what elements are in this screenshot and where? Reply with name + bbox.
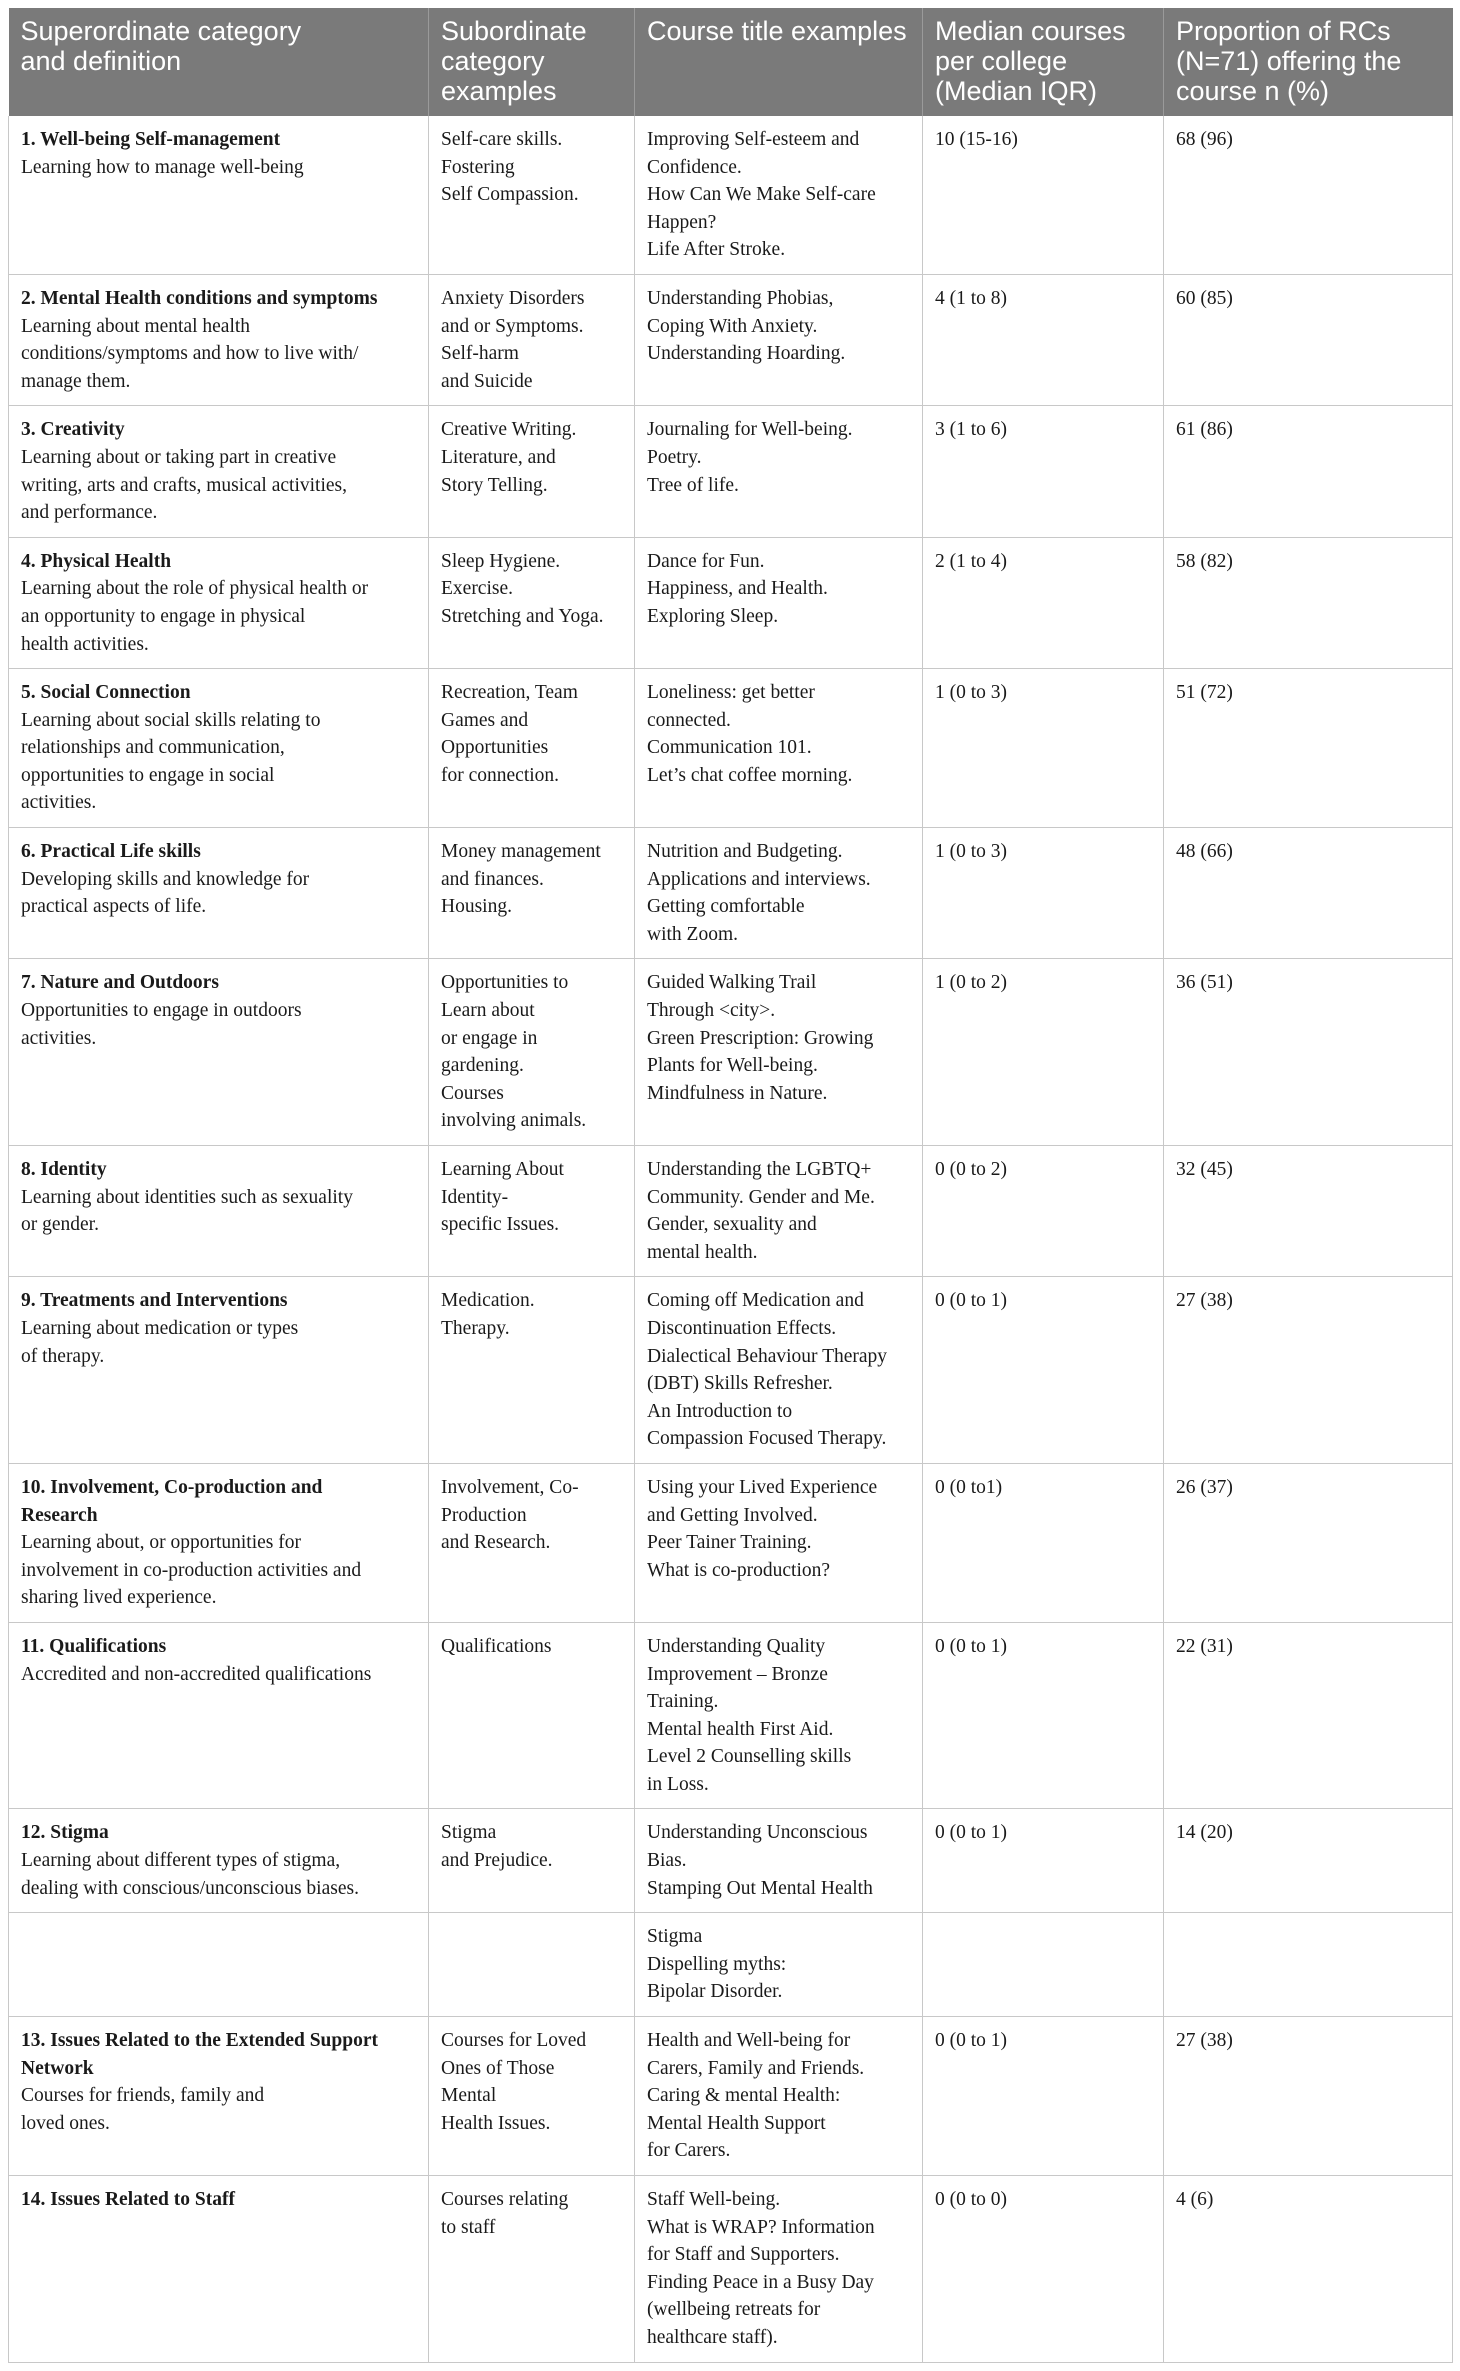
category-title: 9. Treatments and Interventions bbox=[21, 1290, 288, 1312]
course-titles-cell bbox=[635, 2017, 923, 2176]
course-title-example: Mental Health Support bbox=[647, 2112, 826, 2134]
category-definition: Learning about different types of stigma, bbox=[21, 1850, 341, 1872]
course-title-example: Bias. bbox=[647, 1850, 687, 1872]
category-definition: Accredited and non-accredited qualifications bbox=[21, 1663, 372, 1685]
proportion-cell bbox=[1164, 406, 1453, 537]
header-line: category bbox=[441, 46, 545, 76]
category-definition: Learning about mental health bbox=[21, 315, 251, 337]
proportion-value: 68 (96) bbox=[1176, 129, 1233, 150]
course-title-example: How Can We Make Self-care bbox=[647, 184, 876, 206]
course-titles-cell bbox=[635, 1146, 923, 1277]
category-cell bbox=[9, 1463, 429, 1622]
proportion-value: 26 (37) bbox=[1176, 1476, 1233, 1498]
subordinate-cell bbox=[429, 1277, 635, 1464]
subordinate-example: Learning About bbox=[441, 1159, 564, 1180]
category-definition: practical aspects of life. bbox=[21, 896, 207, 918]
course-title-example: Dance for Fun. bbox=[647, 550, 765, 572]
course-title-example: Applications and interviews. bbox=[647, 868, 871, 890]
median-cell bbox=[923, 2017, 1164, 2176]
proportion-value: 14 (20) bbox=[1176, 1822, 1233, 1844]
category-title: 3. Creativity bbox=[21, 419, 125, 441]
category-cell bbox=[9, 828, 429, 959]
subordinate-example: Recreation, Team bbox=[441, 682, 578, 704]
subordinate-example: gardening. bbox=[441, 1055, 524, 1077]
median-cell bbox=[923, 1622, 1164, 1809]
category-cell bbox=[9, 2017, 429, 2176]
category-title: Network bbox=[21, 2057, 94, 2079]
course-title-example: and Getting Involved. bbox=[647, 1504, 818, 1526]
category-title: 4. Physical Health bbox=[21, 550, 172, 572]
proportion-cell bbox=[1164, 1146, 1453, 1277]
proportion-value: 58 (82) bbox=[1176, 550, 1233, 572]
category-title: 12. Stigma bbox=[21, 1822, 109, 1844]
table-row bbox=[9, 116, 1453, 274]
table-body bbox=[9, 116, 1453, 2362]
category-cell bbox=[9, 669, 429, 828]
category-definition: or gender. bbox=[21, 1214, 99, 1236]
subordinate-example: Stretching and Yoga. bbox=[441, 605, 604, 627]
course-title-example: Plants for Well-being. bbox=[647, 1055, 818, 1077]
subordinate-example: for connection. bbox=[441, 764, 560, 786]
table-row bbox=[9, 1622, 1453, 1809]
course-titles-cell bbox=[635, 1913, 923, 2017]
header-proportion bbox=[1164, 8, 1453, 116]
category-definition: manage them. bbox=[21, 370, 131, 392]
category-title: 10. Involvement, Co-production and bbox=[21, 1476, 323, 1498]
median-value: 1 (0 to 2) bbox=[935, 972, 1008, 994]
median-value: 4 (1 to 8) bbox=[935, 287, 1008, 309]
category-definition: sharing lived experience. bbox=[21, 1587, 217, 1609]
course-title-example: Mental health First Aid. bbox=[647, 1718, 834, 1740]
category-definition: dealing with conscious/unconscious biases. bbox=[21, 1877, 359, 1899]
subordinate-example: Sleep Hygiene. bbox=[441, 550, 561, 572]
header-superordinate bbox=[9, 8, 429, 116]
subordinate-cell bbox=[429, 828, 635, 959]
course-title-example: Communication 101. bbox=[647, 737, 812, 759]
median-value: 0 (0 to 1) bbox=[935, 2030, 1008, 2052]
subordinate-example: Creative Writing. bbox=[441, 419, 577, 441]
course-titles-cell bbox=[635, 959, 923, 1146]
course-titles-cell bbox=[635, 1809, 923, 1913]
header-course-titles bbox=[635, 8, 923, 116]
course-title-example: connected. bbox=[647, 709, 731, 731]
subordinate-example: Learn about bbox=[441, 1000, 535, 1022]
median-value: 0 (0 to 2) bbox=[935, 1159, 1008, 1180]
course-title-example: Understanding Quality bbox=[647, 1635, 826, 1657]
subordinate-example: or engage in bbox=[441, 1027, 538, 1049]
subordinate-cell bbox=[429, 2017, 635, 2176]
header-line: (Median IQR) bbox=[935, 76, 1098, 106]
median-value: 0 (0 to 1) bbox=[935, 1635, 1008, 1657]
subordinate-example: Mental bbox=[441, 2085, 497, 2107]
proportion-cell bbox=[1164, 2176, 1453, 2363]
category-title: 5. Social Connection bbox=[21, 682, 191, 704]
course-title-example: Using your Lived Experience bbox=[647, 1476, 878, 1498]
category-title: 11. Qualifications bbox=[21, 1635, 167, 1657]
course-title-example: Level 2 Counselling skills bbox=[647, 1746, 852, 1768]
course-title-example: Health and Well-being for bbox=[647, 2030, 851, 2052]
course-titles-cell bbox=[635, 1277, 923, 1464]
subordinate-cell bbox=[429, 406, 635, 537]
category-definition: loved ones. bbox=[21, 2112, 110, 2134]
table-row bbox=[9, 2176, 1453, 2363]
category-cell bbox=[9, 959, 429, 1146]
subordinate-example: Production bbox=[441, 1504, 527, 1526]
category-definition: health activities. bbox=[21, 633, 149, 655]
proportion-value: 61 (86) bbox=[1176, 419, 1233, 441]
median-cell bbox=[923, 1146, 1164, 1277]
proportion-cell bbox=[1164, 959, 1453, 1146]
category-definition: an opportunity to engage in physical bbox=[21, 605, 306, 627]
course-title-example: Dialectical Behaviour Therapy bbox=[647, 1345, 888, 1367]
category-definition: Courses for friends, family and bbox=[21, 2085, 265, 2107]
course-title-example: mental health. bbox=[647, 1241, 758, 1263]
course-title-example: Peer Tainer Training. bbox=[647, 1532, 812, 1554]
course-titles-cell bbox=[635, 669, 923, 828]
subordinate-cell bbox=[429, 537, 635, 668]
subordinate-example: Self-care skills. bbox=[441, 129, 563, 150]
course-title-example: Improvement – Bronze bbox=[647, 1663, 828, 1685]
course-title-example: Discontinuation Effects. bbox=[647, 1317, 837, 1339]
course-title-example: Exploring Sleep. bbox=[647, 605, 779, 627]
subordinate-cell bbox=[429, 2176, 635, 2363]
category-title: Research bbox=[21, 1504, 98, 1526]
table-row bbox=[9, 1913, 1453, 2017]
median-value: 3 (1 to 6) bbox=[935, 419, 1008, 441]
proportion-cell bbox=[1164, 1463, 1453, 1622]
course-title-example: (DBT) Skills Refresher. bbox=[647, 1373, 833, 1395]
proportion-cell bbox=[1164, 1913, 1453, 2017]
median-cell bbox=[923, 537, 1164, 668]
category-definition: Learning about medication or types bbox=[21, 1317, 299, 1339]
header-line: (N=71) offering the bbox=[1176, 46, 1402, 76]
course-title-example: Nutrition and Budgeting. bbox=[647, 841, 843, 863]
table-row bbox=[9, 1809, 1453, 1913]
course-title-example: Stamping Out Mental Health bbox=[647, 1877, 873, 1899]
subordinate-cell bbox=[429, 959, 635, 1146]
course-title-example: Finding Peace in a Busy Day bbox=[647, 2271, 874, 2293]
category-definition: conditions/symptoms and how to live with/ bbox=[21, 343, 359, 365]
course-title-example: Bipolar Disorder. bbox=[647, 1981, 783, 2003]
table-row bbox=[9, 1277, 1453, 1464]
subordinate-example: Ones of Those bbox=[441, 2057, 555, 2079]
category-title: 14. Issues Related to Staff bbox=[21, 2189, 235, 2210]
median-value: 0 (0 to 0) bbox=[935, 2189, 1008, 2210]
course-title-example: Through <city>. bbox=[647, 1000, 776, 1022]
course-title-example: for Carers. bbox=[647, 2140, 731, 2162]
course-titles-cell bbox=[635, 116, 923, 274]
category-cell bbox=[9, 1277, 429, 1464]
proportion-cell bbox=[1164, 2017, 1453, 2176]
course-title-example: Caring & mental Health: bbox=[647, 2085, 841, 2107]
course-titles-cell bbox=[635, 274, 923, 405]
course-title-example: Compassion Focused Therapy. bbox=[647, 1428, 887, 1450]
header-line: examples bbox=[441, 76, 557, 106]
median-cell bbox=[923, 116, 1164, 274]
category-cell bbox=[9, 406, 429, 537]
course-title-example: Understanding Hoarding. bbox=[647, 343, 846, 365]
subordinate-example: Opportunities to bbox=[441, 972, 569, 994]
course-titles-cell bbox=[635, 537, 923, 668]
course-title-example: Mindfulness in Nature. bbox=[647, 1082, 828, 1104]
table-row bbox=[9, 537, 1453, 668]
course-title-example: Tree of life. bbox=[647, 474, 739, 496]
subordinate-example: Courses bbox=[441, 1082, 504, 1104]
median-cell bbox=[923, 1913, 1164, 2017]
course-titles-cell bbox=[635, 406, 923, 537]
header-median bbox=[923, 8, 1164, 116]
course-title-example: Journaling for Well-being. bbox=[647, 419, 853, 441]
proportion-value: 51 (72) bbox=[1176, 682, 1233, 704]
course-title-example: Loneliness: get better bbox=[647, 682, 815, 704]
header-line: Subordinate bbox=[441, 16, 587, 46]
course-title-example: Coping With Anxiety. bbox=[647, 315, 818, 337]
subordinate-example: specific Issues. bbox=[441, 1214, 560, 1236]
header-row bbox=[9, 8, 1453, 116]
course-title-example: Staff Well-being. bbox=[647, 2189, 781, 2210]
course-title-example: Community. Gender and Me. bbox=[647, 1186, 875, 1208]
proportion-value: 27 (38) bbox=[1176, 2030, 1233, 2052]
subordinate-example: to staff bbox=[441, 2216, 496, 2238]
course-title-example: Gender, sexuality and bbox=[647, 1214, 817, 1236]
course-title-example: Happen? bbox=[647, 211, 717, 233]
subordinate-example: Fostering bbox=[441, 156, 515, 178]
category-title: 1. Well-being Self-management bbox=[21, 129, 281, 150]
proportion-cell bbox=[1164, 1277, 1453, 1464]
median-cell bbox=[923, 959, 1164, 1146]
proportion-value: 4 (6) bbox=[1176, 2189, 1214, 2210]
table-row bbox=[9, 1146, 1453, 1277]
category-definition: Developing skills and knowledge for bbox=[21, 868, 310, 890]
header-line: Superordinate category bbox=[20, 16, 302, 46]
proportion-cell bbox=[1164, 1622, 1453, 1809]
course-titles-cell bbox=[635, 2176, 923, 2363]
median-value: 1 (0 to 3) bbox=[935, 841, 1008, 863]
course-title-example: Improving Self-esteem and bbox=[647, 129, 860, 150]
category-definition: Opportunities to engage in outdoors bbox=[21, 1000, 302, 1022]
category-title: 13. Issues Related to the Extended Support bbox=[21, 2030, 378, 2052]
table-row bbox=[9, 1463, 1453, 1622]
category-title: 7. Nature and Outdoors bbox=[21, 972, 219, 994]
category-cell bbox=[9, 1622, 429, 1809]
subordinate-cell bbox=[429, 274, 635, 405]
category-definition: activities. bbox=[21, 1027, 97, 1049]
subordinate-example: involving animals. bbox=[441, 1110, 587, 1132]
category-cell bbox=[9, 2176, 429, 2363]
category-title: 8. Identity bbox=[21, 1159, 107, 1180]
subordinate-example: and Research. bbox=[441, 1532, 551, 1554]
subordinate-example: Literature, and bbox=[441, 446, 556, 468]
course-title-example: Happiness, and Health. bbox=[647, 578, 828, 600]
subordinate-cell bbox=[429, 1809, 635, 1913]
course-title-example: with Zoom. bbox=[647, 923, 738, 945]
table-row bbox=[9, 406, 1453, 537]
subordinate-example: Therapy. bbox=[441, 1317, 510, 1339]
course-title-example: Understanding Unconscious bbox=[647, 1822, 868, 1844]
median-value: 10 (15-16) bbox=[935, 129, 1018, 150]
subordinate-cell bbox=[429, 669, 635, 828]
category-cell bbox=[9, 1913, 429, 2017]
course-title-example: Guided Walking Trail bbox=[647, 972, 817, 994]
subordinate-example: Courses relating bbox=[441, 2189, 569, 2210]
median-value: 1 (0 to 3) bbox=[935, 682, 1008, 704]
proportion-value: 22 (31) bbox=[1176, 1635, 1233, 1657]
course-title-example: An Introduction to bbox=[647, 1400, 793, 1422]
table-row bbox=[9, 2017, 1453, 2176]
median-cell bbox=[923, 2176, 1164, 2363]
subordinate-example: Opportunities bbox=[441, 737, 549, 759]
category-definition: involvement in co-production activities and bbox=[21, 1559, 362, 1581]
category-cell bbox=[9, 116, 429, 274]
course-title-example: Coming off Medication and bbox=[647, 1290, 864, 1312]
header-line: Proportion of RCs bbox=[1176, 16, 1391, 46]
table-row bbox=[9, 274, 1453, 405]
subordinate-example: Medication. bbox=[441, 1290, 535, 1312]
subordinate-cell bbox=[429, 1463, 635, 1622]
header-line: and definition bbox=[20, 46, 182, 76]
course-title-example: Stigma bbox=[647, 1926, 703, 1948]
category-definition: Learning about identities such as sexuality bbox=[21, 1186, 353, 1208]
category-cell bbox=[9, 1809, 429, 1913]
subordinate-cell bbox=[429, 116, 635, 274]
category-cell bbox=[9, 274, 429, 405]
header-line: per college bbox=[935, 46, 1068, 76]
subordinate-example: Health Issues. bbox=[441, 2112, 551, 2134]
course-title-example: Carers, Family and Friends. bbox=[647, 2057, 865, 2079]
category-cell bbox=[9, 537, 429, 668]
course-title-example: in Loss. bbox=[647, 1773, 709, 1795]
course-category-table bbox=[8, 8, 1453, 2363]
header-line: Course title examples bbox=[647, 16, 907, 46]
course-title-example: Confidence. bbox=[647, 156, 742, 178]
proportion-cell bbox=[1164, 669, 1453, 828]
category-definition: Learning about or taking part in creative bbox=[21, 446, 337, 468]
subordinate-example: Money management bbox=[441, 841, 601, 863]
proportion-value: 32 (45) bbox=[1176, 1159, 1233, 1180]
category-definition: Learning about, or opportunities for bbox=[21, 1532, 301, 1554]
subordinate-example: Story Telling. bbox=[441, 474, 548, 496]
category-definition: of therapy. bbox=[21, 1345, 105, 1367]
category-definition: writing, arts and crafts, musical activities, bbox=[21, 474, 347, 496]
subordinate-example: Self Compassion. bbox=[441, 184, 579, 206]
category-definition: Learning about social skills relating to bbox=[21, 709, 321, 731]
proportion-cell bbox=[1164, 537, 1453, 668]
median-cell bbox=[923, 1463, 1164, 1622]
median-cell bbox=[923, 1809, 1164, 1913]
subordinate-example: Stigma bbox=[441, 1822, 497, 1844]
subordinate-example: Self-harm bbox=[441, 343, 519, 365]
proportion-cell bbox=[1164, 1809, 1453, 1913]
course-title-example: Understanding the LGBTQ+ bbox=[647, 1159, 872, 1180]
median-cell bbox=[923, 274, 1164, 405]
category-definition: activities. bbox=[21, 792, 97, 814]
category-title: 2. Mental Health conditions and symptoms bbox=[21, 287, 378, 309]
course-title-example: Green Prescription: Growing bbox=[647, 1027, 874, 1049]
proportion-value: 48 (66) bbox=[1176, 841, 1233, 863]
median-value: 0 (0 to1) bbox=[935, 1476, 1003, 1498]
course-title-example: Training. bbox=[647, 1691, 719, 1713]
header-line: Median courses bbox=[935, 16, 1126, 46]
course-title-example: Understanding Phobias, bbox=[647, 287, 834, 309]
table-container bbox=[8, 8, 1452, 2363]
proportion-cell bbox=[1164, 828, 1453, 959]
course-title-example: Dispelling myths: bbox=[647, 1953, 787, 1975]
course-title-example: Life After Stroke. bbox=[647, 239, 786, 261]
category-cell bbox=[9, 1146, 429, 1277]
header-line: course n (%) bbox=[1176, 76, 1330, 106]
category-definition: Learning how to manage well-being bbox=[21, 156, 304, 178]
subordinate-cell bbox=[429, 1622, 635, 1809]
course-title-example: What is WRAP? Information bbox=[647, 2216, 875, 2238]
course-title-example: Poetry. bbox=[647, 446, 702, 468]
median-cell bbox=[923, 828, 1164, 959]
category-definition: Learning about the role of physical health or bbox=[21, 578, 369, 600]
subordinate-example: Exercise. bbox=[441, 578, 514, 600]
course-title-example: for Staff and Supporters. bbox=[647, 2244, 840, 2266]
subordinate-example: Qualifications bbox=[441, 1635, 552, 1657]
table-row bbox=[9, 828, 1453, 959]
course-titles-cell bbox=[635, 1622, 923, 1809]
median-cell bbox=[923, 406, 1164, 537]
subordinate-example: Housing. bbox=[441, 896, 512, 918]
course-title-example: (wellbeing retreats for bbox=[647, 2299, 821, 2321]
subordinate-example: Games and bbox=[441, 709, 529, 731]
category-definition: and performance. bbox=[21, 502, 158, 524]
course-title-example: Getting comfortable bbox=[647, 896, 805, 918]
median-cell bbox=[923, 669, 1164, 828]
subordinate-cell bbox=[429, 1913, 635, 2017]
subordinate-example: Involvement, Co- bbox=[441, 1476, 579, 1498]
subordinate-example: and finances. bbox=[441, 868, 544, 890]
subordinate-example: and or Symptoms. bbox=[441, 315, 584, 337]
median-value: 0 (0 to 1) bbox=[935, 1290, 1008, 1312]
subordinate-example: and Prejudice. bbox=[441, 1850, 553, 1872]
subordinate-example: Identity- bbox=[441, 1186, 509, 1208]
category-definition: relationships and communication, bbox=[21, 737, 285, 759]
subordinate-cell bbox=[429, 1146, 635, 1277]
proportion-value: 27 (38) bbox=[1176, 1290, 1233, 1312]
course-title-example: healthcare staff). bbox=[647, 2326, 778, 2348]
category-title: 6. Practical Life skills bbox=[21, 841, 201, 863]
course-title-example: Let’s chat coffee morning. bbox=[647, 764, 853, 786]
header-subordinate bbox=[429, 8, 635, 116]
proportion-value: 60 (85) bbox=[1176, 287, 1233, 309]
subordinate-example: and Suicide bbox=[441, 370, 533, 392]
proportion-value: 36 (51) bbox=[1176, 972, 1233, 994]
category-definition: opportunities to engage in social bbox=[21, 764, 275, 786]
proportion-cell bbox=[1164, 274, 1453, 405]
subordinate-example: Courses for Loved bbox=[441, 2030, 587, 2052]
median-cell bbox=[923, 1277, 1164, 1464]
table-row bbox=[9, 669, 1453, 828]
course-titles-cell bbox=[635, 1463, 923, 1622]
proportion-cell bbox=[1164, 116, 1453, 274]
course-title-example: What is co-production? bbox=[647, 1559, 831, 1581]
median-value: 2 (1 to 4) bbox=[935, 550, 1008, 572]
subordinate-example: Anxiety Disorders bbox=[441, 287, 585, 309]
table-row bbox=[9, 959, 1453, 1146]
median-value: 0 (0 to 1) bbox=[935, 1822, 1008, 1844]
course-titles-cell bbox=[635, 828, 923, 959]
